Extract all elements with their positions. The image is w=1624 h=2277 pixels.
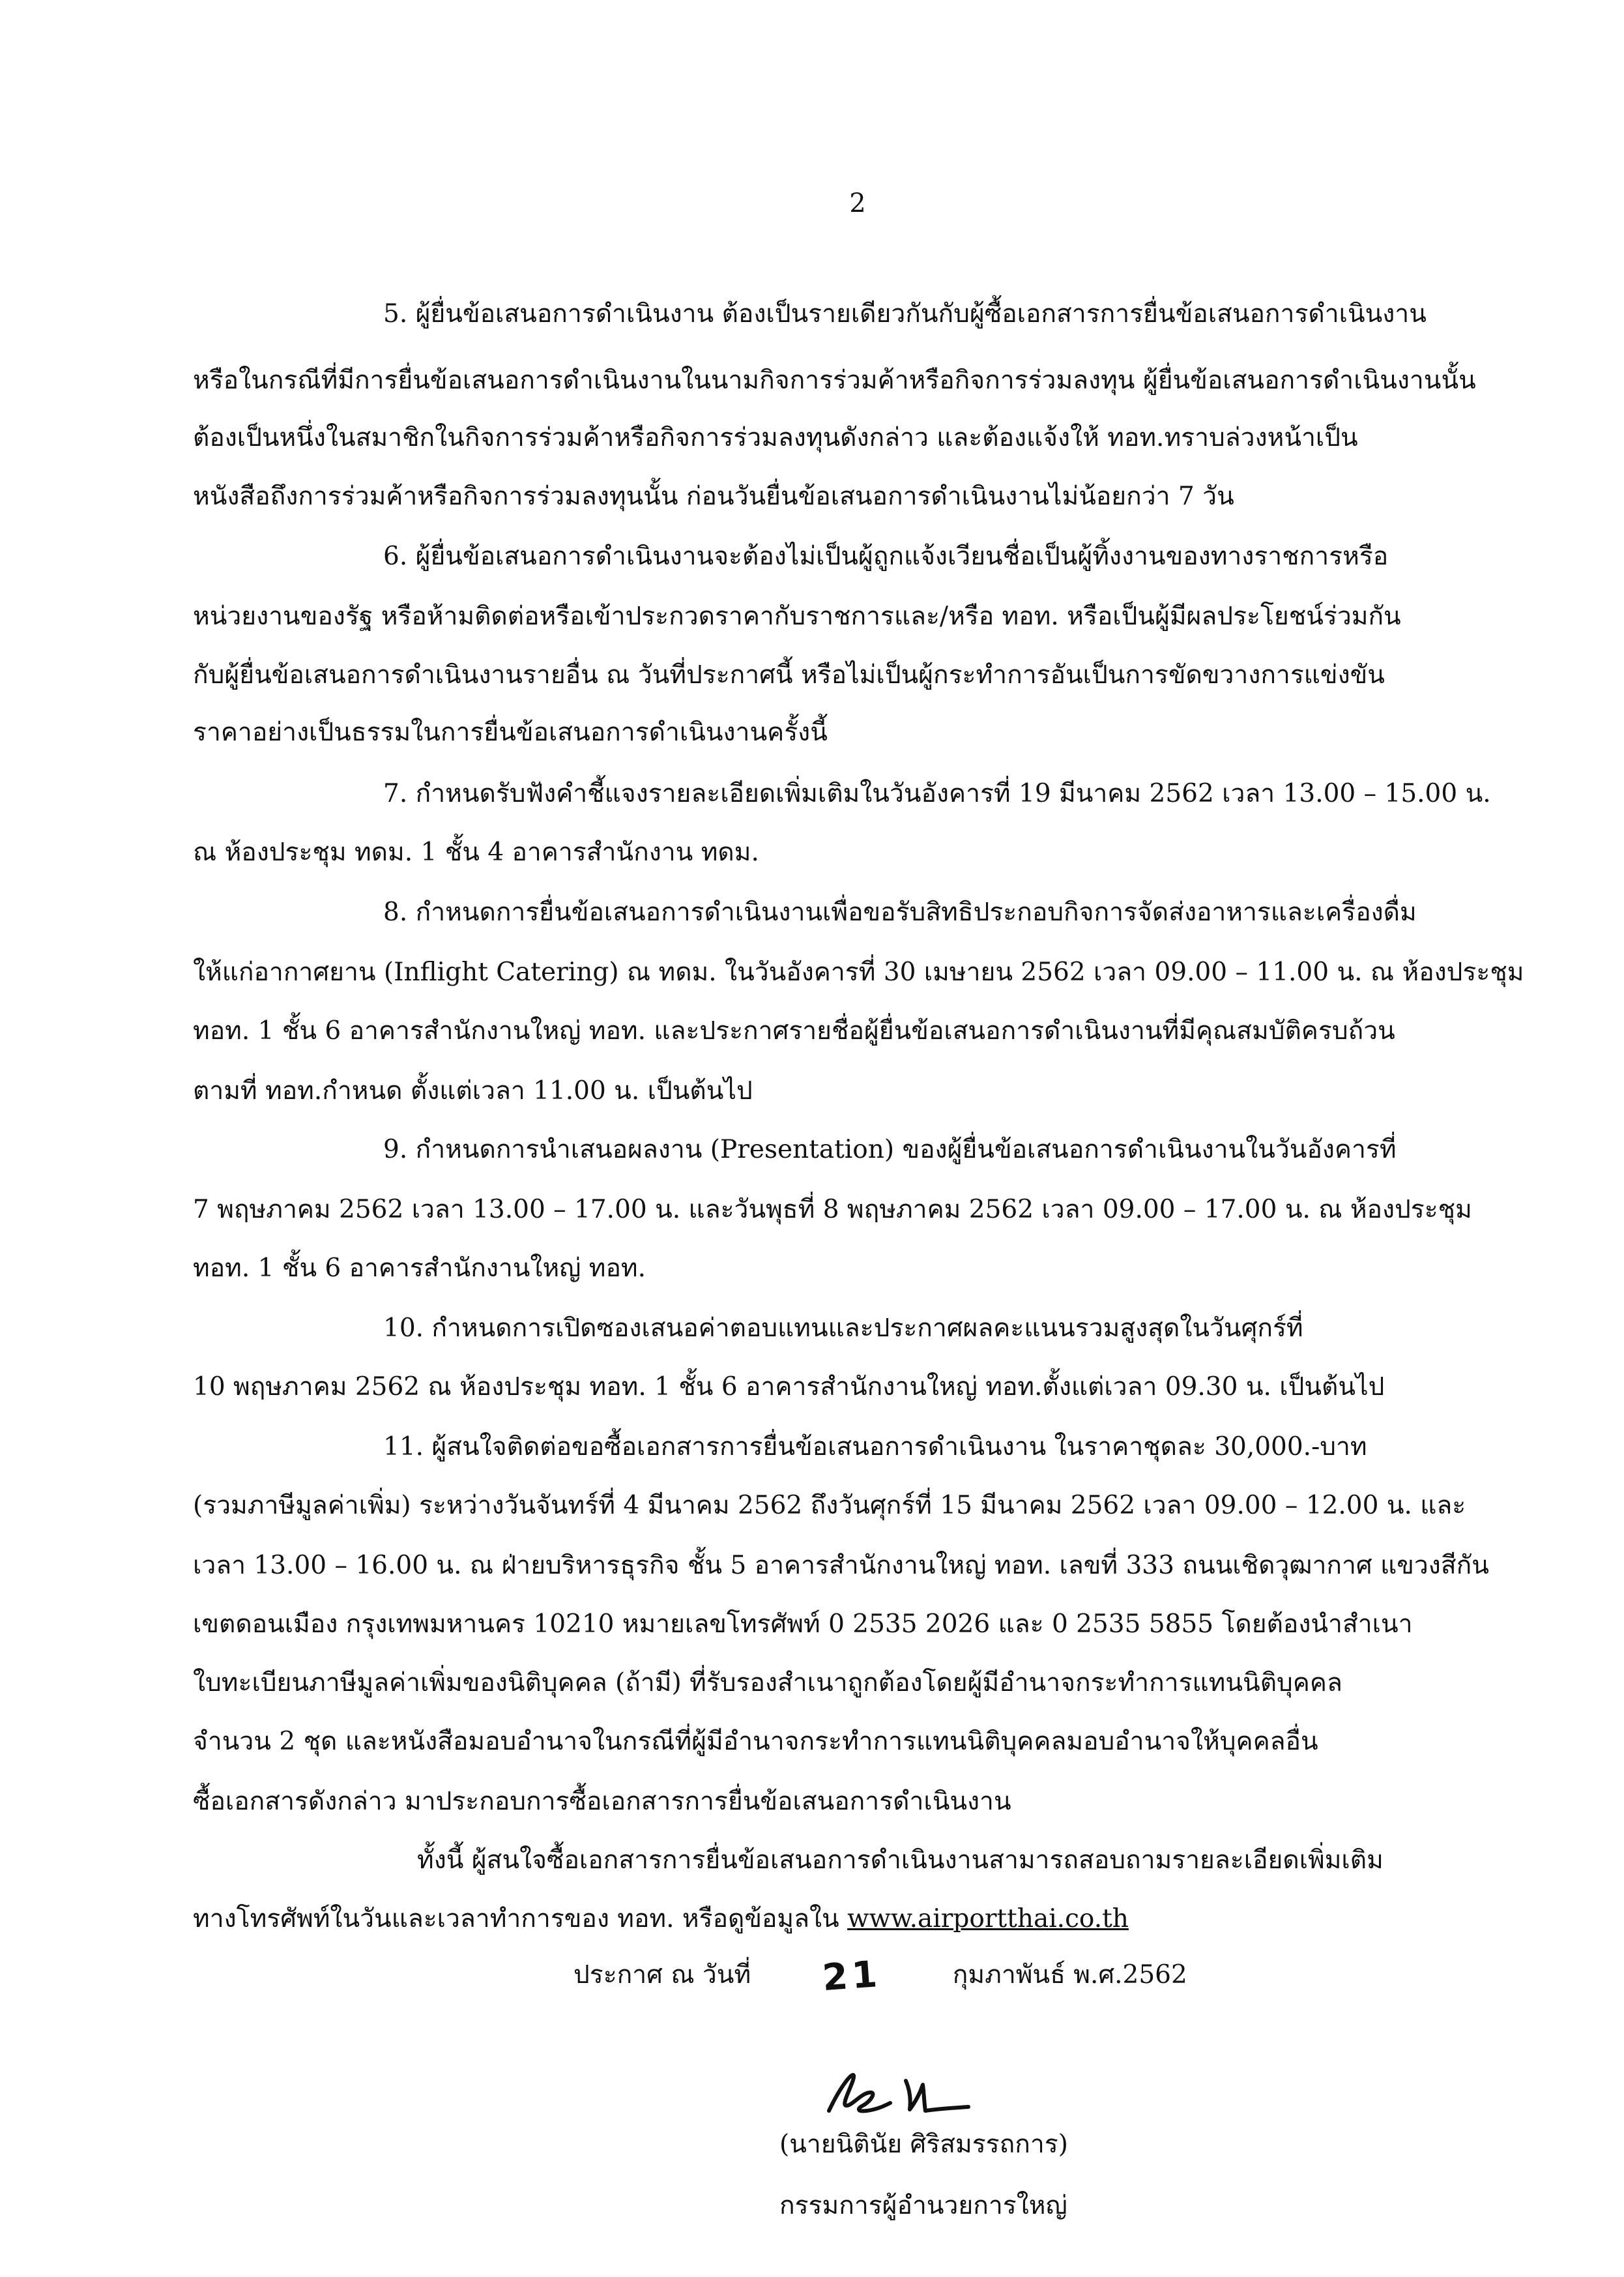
announcement-date bbox=[573, 1952, 1187, 2000]
paragraph-11-line-3: เวลา 13.00 – 16.00 น. ณ ฝ่ายบริหารธุรกิจ ชั้น 5 อาคารสำนักงานใหญ่ ทอท. เลขที่ 333 ถนนเชิดวุฒากาศ แขวงสีกัน bbox=[193, 1551, 1489, 1580]
signer-title: กรรมการผู้อำนวยการใหญ่ bbox=[779, 2191, 1067, 2220]
closing-line-2 bbox=[193, 1902, 1129, 1936]
paragraph-5-line-2: หรือในกรณีที่มีการยื่นข้อเสนอการดำเนินงานในนามกิจการร่วมค้าหรือกิจการร่วมลงทุน ผู้ยื่นข้อเสนอการดำเนินงานนั้น bbox=[193, 366, 1476, 395]
paragraph-11-line-6: จำนวน 2 ชุด และหนังสือมอบอำนาจในกรณีที่ผู้มีอำนาจกระทำการแทนนิติบุคคลมอบอำนาจให้บุคคลอื่น bbox=[193, 1727, 1318, 1756]
paragraph-7-line-1: 7. กำหนดรับฟังคำชี้แจงรายละเอียดเพิ่มเติมในวันอังคารที่ 19 มีนาคม 2562 เวลา 13.00 – 15.00 น. bbox=[383, 779, 1491, 808]
paragraph-9-line-1: 9. กำหนดการนำเสนอผลงาน (Presentation) ของผู้ยื่นข้อเสนอการดำเนินงานในวันอังคารที่ bbox=[383, 1135, 1397, 1164]
signature-icon bbox=[815, 2053, 984, 2125]
paragraph-11-line-4: เขตดอนเมือง กรุงเทพมหานคร 10210 หมายเลขโทรศัพท์ 0 2535 2026 และ 0 2535 5855 โดยต้องนำสำเนา bbox=[193, 1609, 1413, 1639]
paragraph-5-line-3: ต้องเป็นหนึ่งในสมาชิกในกิจการร่วมค้าหรือกิจการร่วมลงทุนดังกล่าว และต้องแจ้งให้ ทอท.ทราบล่วงหน้าเป็น bbox=[193, 423, 1358, 452]
paragraph-8-line-4: ตามที่ ทอท.กำหนด ตั้งแต่เวลา 11.00 น. เป็นต้นไป bbox=[193, 1076, 753, 1106]
announcement-prefix: ประกาศ ณ วันที่ bbox=[573, 1960, 751, 1990]
paragraph-8-line-2: ให้แก่อากาศยาน (Inflight Catering) ณ ทดม. ในวันอังคารที่ 30 เมษายน 2562 เวลา 09.00 – 11.00 น. ณ ห้องประชุม bbox=[193, 958, 1524, 987]
website-link[interactable]: www.airportthai.co.th bbox=[847, 1904, 1129, 1933]
paragraph-5-line-4: หนังสือถึงการร่วมค้าหรือกิจการร่วมลงทุนนั้น ก่อนวันยื่นข้อเสนอการดำเนินงานไม่น้อยกว่า 7 วัน bbox=[193, 482, 1234, 511]
paragraph-8-line-3: ทอท. 1 ชั้น 6 อาคารสำนักงานใหญ่ ทอท. และประกาศรายชื่อผู้ยื่นข้อเสนอการดำเนินงานที่มีคุณสมบัติครบถ้วน bbox=[193, 1016, 1395, 1046]
paragraph-6-line-4: ราคาอย่างเป็นธรรมในการยื่นข้อเสนอการดำเนินงานครั้งนี้ bbox=[193, 718, 828, 747]
paragraph-8-line-1: 8. กำหนดการยื่นข้อเสนอการดำเนินงานเพื่อขอรับสิทธิประกอบกิจการจัดส่งอาหารและเครื่องดื่ม bbox=[383, 898, 1417, 927]
closing-line-1: ทั้งนี้ ผู้สนใจซื้อเอกสารการยื่นข้อเสนอการดำเนินงานสามารถสอบถามรายละเอียดเพิ่มเติม bbox=[417, 1845, 1384, 1875]
paragraph-11-line-1: 11. ผู้สนใจติดต่อขอซื้อเอกสารการยื่นข้อเสนอการดำเนินงาน ในราคาชุดละ 30,000.-บาท bbox=[383, 1432, 1367, 1462]
paragraph-11-line-5: ใบทะเบียนภาษีมูลค่าเพิ่มของนิติบุคคล (ถ้ามี) ที่รับรองสำเนาถูกต้องโดยผู้มีอำนาจกระทำการแทนนิติบุคคล bbox=[193, 1668, 1342, 1697]
paragraph-6-line-3: กับผู้ยื่นข้อเสนอการดำเนินงานรายอื่น ณ วันที่ประกาศนี้ หรือไม่เป็นผู้กระทำการอันเป็นการขัดขวางการแข่งขัน bbox=[193, 660, 1385, 690]
handwritten-day: 21 bbox=[820, 1952, 883, 2000]
closing-line-2-text: ทางโทรศัพท์ในวันและเวลาทำการของ ทอท. หรือดูข้อมูลใน bbox=[193, 1904, 848, 1933]
announcement-month-year: กุมภาพันธ์ พ.ศ.2562 bbox=[952, 1960, 1187, 1990]
paragraph-9-line-2: 7 พฤษภาคม 2562 เวลา 13.00 – 17.00 น. และวันพุธที่ 8 พฤษภาคม 2562 เวลา 09.00 – 17.00 น. ณ ห้องประชุม bbox=[193, 1195, 1472, 1224]
signer-name: (นายนิตินัย ศิริสมรรถการ) bbox=[779, 2130, 1068, 2159]
paragraph-9-line-3: ทอท. 1 ชั้น 6 อาคารสำนักงานใหญ่ ทอท. bbox=[193, 1254, 646, 1283]
paragraph-11-line-7: ซื้อเอกสารดังกล่าว มาประกอบการซื้อเอกสารการยื่นข้อเสนอการดำเนินงาน bbox=[193, 1787, 1011, 1816]
paragraph-6-line-1: 6. ผู้ยื่นข้อเสนอการดำเนินงานจะต้องไม่เป็นผู้ถูกแจ้งเวียนชื่อเป็นผู้ทิ้งงานของทางราชการหรือ bbox=[383, 542, 1389, 571]
page-number: 2 bbox=[849, 188, 866, 218]
paragraph-10-line-2: 10 พฤษภาคม 2562 ณ ห้องประชุม ทอท. 1 ชั้น 6 อาคารสำนักงานใหญ่ ทอท.ตั้งแต่เวลา 09.30 น. เป็นต้นไป bbox=[193, 1372, 1385, 1402]
paragraph-10-line-1: 10. กำหนดการเปิดซองเสนอค่าตอบแทนและประกาศผลคะแนนรวมสูงสุดในวันศุกร์ที่ bbox=[383, 1314, 1303, 1343]
paragraph-7-line-2: ณ ห้องประชุม ทดม. 1 ชั้น 4 อาคารสำนักงาน ทดม. bbox=[193, 838, 759, 867]
paragraph-5-line-1: 5. ผู้ยื่นข้อเสนอการดำเนินงาน ต้องเป็นรายเดียวกันกับผู้ซื้อเอกสารการยื่นข้อเสนอการดำเนินงาน bbox=[383, 299, 1427, 329]
paragraph-11-line-2: (รวมภาษีมูลค่าเพิ่ม) ระหว่างวันจันทร์ที่ 4 มีนาคม 2562 ถึงวันศุกร์ที่ 15 มีนาคม 2562 เวลา 09.00 – 12.00 น. และ bbox=[193, 1491, 1466, 1520]
paragraph-6-line-2: หน่วยงานของรัฐ หรือห้ามติดต่อหรือเข้าประกวดราคากับราชการและ/หรือ ทอท. หรือเป็นผู้มีผลประโยชน์ร่วมกัน bbox=[193, 602, 1401, 631]
